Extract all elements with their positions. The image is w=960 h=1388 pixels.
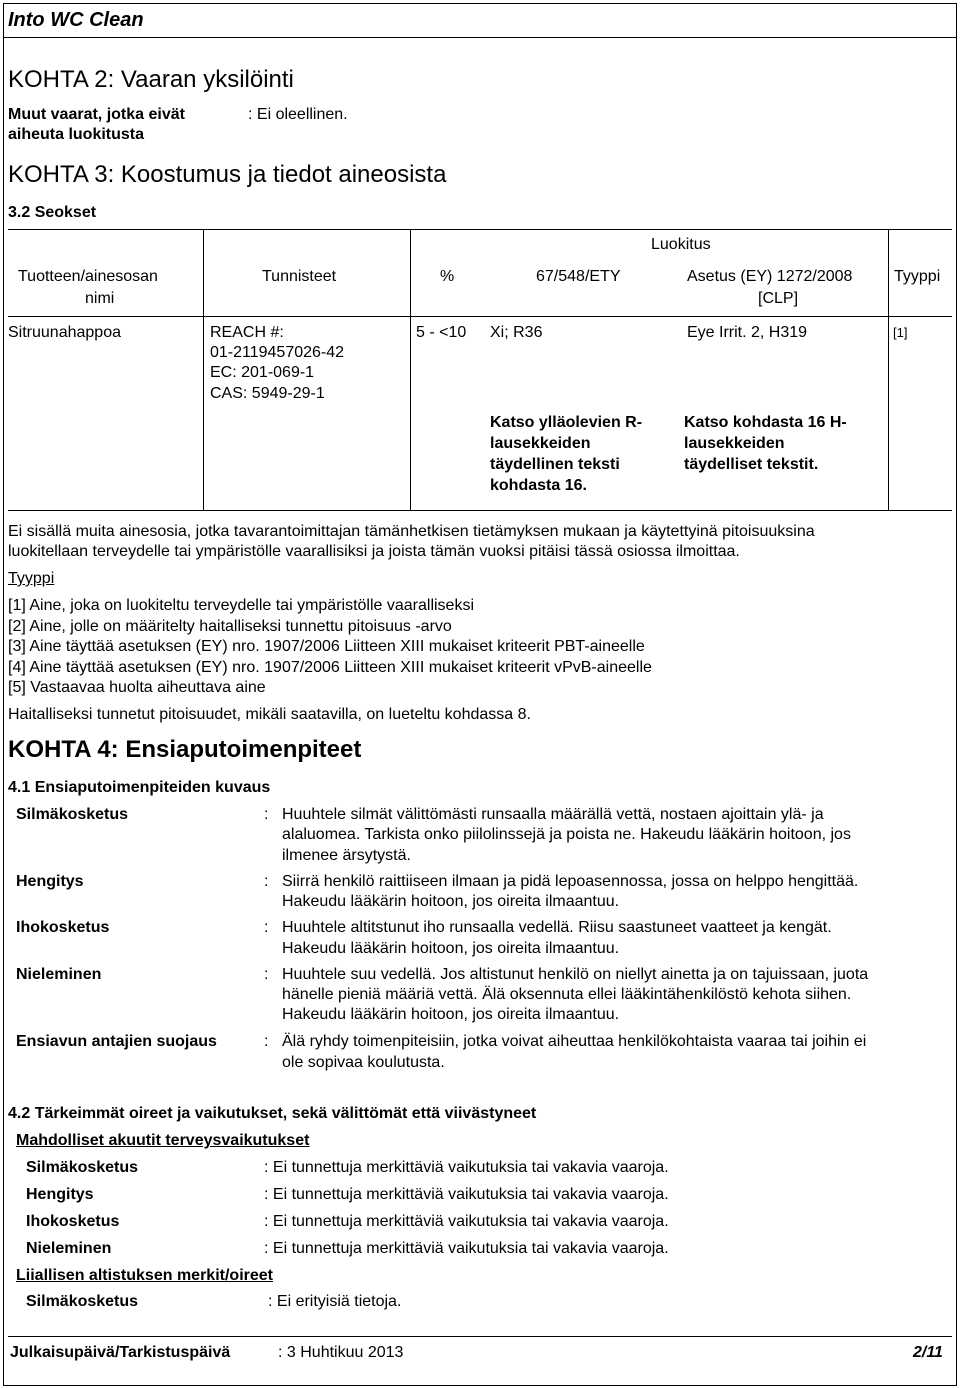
- footer-page-number: 2/11: [913, 1344, 943, 1361]
- table-col-clp-line2: [CLP]: [758, 290, 799, 307]
- first-aid-label-skin: Ihokosketus: [16, 919, 110, 936]
- note-dsd-line1: Katso ylläolevien R-: [490, 414, 643, 431]
- acute-label-eye: Silmäkosketus: [26, 1159, 139, 1176]
- other-hazards-value: : Ei oleellinen.: [248, 106, 348, 123]
- overexposure-label-eye: Silmäkosketus: [26, 1293, 139, 1310]
- first-aid-label-responder-protection: Ensiavun antajien suojaus: [16, 1033, 217, 1050]
- table-col-name-line2: nimi: [85, 290, 115, 307]
- acute-label-inhalation: Hengitys: [26, 1186, 94, 1203]
- first-aid-colon: :: [264, 919, 269, 936]
- table-bottom-border: [8, 510, 952, 511]
- first-aid-colon: :: [264, 966, 269, 983]
- acute-label-ingestion: Nieleminen: [26, 1240, 112, 1257]
- section2-heading: KOHTA 2: Vaaran yksilöinti: [8, 66, 294, 93]
- section4-heading: KOHTA 4: Ensiaputoimenpiteet: [8, 736, 362, 763]
- table-col-dsd: 67/548/ETY: [536, 268, 621, 285]
- type-item-2: [2] Aine, jolle on määritelty haitalliseksi tunnettu pitoisuus -arvo: [8, 618, 452, 635]
- row-percent: 5 - <10: [416, 324, 467, 341]
- first-aid-ingestion-line3: Hakeudu lääkärin hoitoon, jos oireita ilmaantuu.: [282, 1006, 620, 1023]
- row-identifier-reach: REACH #:: [210, 324, 284, 341]
- first-aid-colon: :: [264, 873, 269, 890]
- row-type: [1]: [893, 325, 908, 340]
- first-aid-colon: :: [264, 806, 269, 823]
- note-dsd-line2: lausekkeiden: [490, 435, 591, 452]
- type-item-1: [1] Aine, joka on luokiteltu terveydelle tai ympäristölle vaaralliseksi: [8, 597, 475, 614]
- other-hazards-label-line1: Muut vaarat, jotka eivät: [8, 106, 185, 123]
- section4-subheading-1: 4.1 Ensiaputoimenpiteiden kuvaus: [8, 779, 271, 796]
- row-substance-name: Sitruunahappoa: [8, 324, 121, 341]
- first-aid-skin-line1: Huuhtele altitstunut iho runsaalla vedellä. Riisu saastuneet vaatteet ja kengät.: [282, 919, 832, 936]
- note-dsd-line4: kohdasta 16.: [490, 477, 587, 494]
- overexposure-value-eye: : Ei erityisiä tietoja.: [268, 1293, 402, 1310]
- acute-effects-heading: Mahdolliset akuutit terveysvaikutukset: [16, 1132, 310, 1149]
- type-item-5: [5] Vastaavaa huolta aiheuttava aine: [8, 679, 266, 696]
- row-identifier-reach-number: 01-2119457026-42: [210, 344, 345, 361]
- table-divider-3: [888, 229, 889, 510]
- composition-paragraph-line1: Ei sisällä muita ainesosia, jotka tavarantoimittajan tämänhetkisen tietämyksen mukaan ja käytettyinä pitoisuuksina: [8, 523, 815, 540]
- row-identifier-ec: EC: 201-069-1: [210, 364, 315, 381]
- first-aid-eye-line2: alaluomea. Tarkista onko piilolinssejä ja poista ne. Hakeudu lääkärin hoitoon, jos: [282, 826, 851, 843]
- type-heading: Tyyppi: [8, 570, 55, 587]
- first-aid-ingestion-line2: hänelle pieniä määriä vettä. Älä oksennuta ellei lääkintähenkilöstö kehota siihen.: [282, 986, 852, 1003]
- first-aid-responder-line1: Älä ryhdy toimenpiteisiin, jotka voivat aiheuttaa henkilökohtaista vaaraa tai joihin ei: [282, 1033, 867, 1050]
- first-aid-colon: :: [264, 1033, 269, 1050]
- note-dsd-line3: täydellinen teksti: [490, 456, 620, 473]
- first-aid-label-eye: Silmäkosketus: [16, 806, 129, 823]
- table-col-type: Tyyppi: [894, 268, 941, 285]
- section3-subheading: 3.2 Seokset: [8, 204, 97, 221]
- acute-label-skin: Ihokosketus: [26, 1213, 120, 1230]
- other-hazards-label-line2: aiheuta luokitusta: [8, 126, 145, 143]
- first-aid-inhalation-line1: Siirrä henkilö raittiiseen ilmaan ja pidä lepoasennossa, jossa on helppo hengittää.: [282, 873, 859, 890]
- row-dsd-classification: Xi; R36: [490, 324, 543, 341]
- first-aid-eye-line3: ilmenee ärsytystä.: [282, 847, 411, 864]
- first-aid-responder-line2: ole sopivaa koulutusta.: [282, 1054, 445, 1071]
- first-aid-eye-line1: Huuhtele silmät välittömästi runsaalla määrällä vettä, nostaen ajoittain ylä- ja: [282, 806, 824, 823]
- type-item-3: [3] Aine täyttää asetuksen (EY) nro. 1907/2006 Liitteen XIII mukaiset kriteerit PBT-aineelle: [8, 638, 645, 655]
- table-col-percent: %: [440, 268, 455, 285]
- table-col-name-line1: Tuotteen/ainesosan: [18, 268, 158, 285]
- exposure-note: Haitalliseksi tunnetut pitoisuudet, mikäli saatavilla, on lueteltu kohdassa 8.: [8, 706, 531, 723]
- row-clp-classification: Eye Irrit. 2, H319: [687, 324, 808, 341]
- table-top-border: [8, 229, 952, 230]
- acute-value-eye: : Ei tunnettuja merkittäviä vaikutuksia tai vakavia vaaroja.: [264, 1159, 669, 1176]
- composition-paragraph-line2: luokitellaan terveydelle tai ympäristölle vaarallisiksi ja joista tämän vuoksi pitäisi tässä osiossa ilmoittaa.: [8, 543, 740, 560]
- acute-value-skin: : Ei tunnettuja merkittäviä vaikutuksia tai vakavia vaaroja.: [264, 1213, 669, 1230]
- first-aid-label-ingestion: Nieleminen: [16, 966, 102, 983]
- footer-rule: [8, 1336, 952, 1337]
- row-identifier-cas: CAS: 5949-29-1: [210, 385, 325, 402]
- note-clp-line2: lausekkeiden: [684, 435, 785, 452]
- section3-heading: KOHTA 3: Koostumus ja tiedot aineosista: [8, 161, 447, 188]
- acute-value-ingestion: : Ei tunnettuja merkittäviä vaikutuksia tai vakavia vaaroja.: [264, 1240, 669, 1257]
- overexposure-heading: Liiallisen altistuksen merkit/oireet: [16, 1267, 273, 1284]
- first-aid-ingestion-line1: Huuhtele suu vedellä. Jos altistunut henkilö on niellyt ainetta ja on tajuissaan, juota: [282, 966, 869, 983]
- product-title: Into WC Clean: [8, 9, 144, 31]
- footer-date-label: Julkaisupäivä/Tarkistuspäivä: [10, 1344, 231, 1361]
- table-divider-1: [203, 229, 204, 510]
- table-col-clp-line1: Asetus (EY) 1272/2008: [687, 268, 853, 285]
- acute-value-inhalation: : Ei tunnettuja merkittäviä vaikutuksia tai vakavia vaaroja.: [264, 1186, 669, 1203]
- table-header-border: [8, 316, 952, 317]
- section4-subheading-2: 4.2 Tärkeimmät oireet ja vaikutukset, sekä välittömät että viivästyneet: [8, 1105, 537, 1122]
- footer-date-value: : 3 Huhtikuu 2013: [278, 1344, 404, 1361]
- first-aid-inhalation-line2: Hakeudu lääkärin hoitoon, jos oireita ilmaantuu.: [282, 893, 620, 910]
- type-item-4: [4] Aine täyttää asetuksen (EY) nro. 1907/2006 Liitteen XIII mukaiset kriteerit vPvB-aineelle: [8, 659, 652, 676]
- note-clp-line3: täydelliset tekstit.: [684, 456, 819, 473]
- document-header: [3, 3, 957, 38]
- first-aid-label-inhalation: Hengitys: [16, 873, 84, 890]
- table-divider-2: [410, 229, 411, 510]
- table-group-classification: Luokitus: [651, 236, 711, 253]
- note-clp-line1: Katso kohdasta 16 H-: [684, 414, 847, 431]
- table-col-identifiers: Tunnisteet: [262, 268, 337, 285]
- first-aid-skin-line2: Hakeudu lääkärin hoitoon, jos oireita ilmaantuu.: [282, 940, 620, 957]
